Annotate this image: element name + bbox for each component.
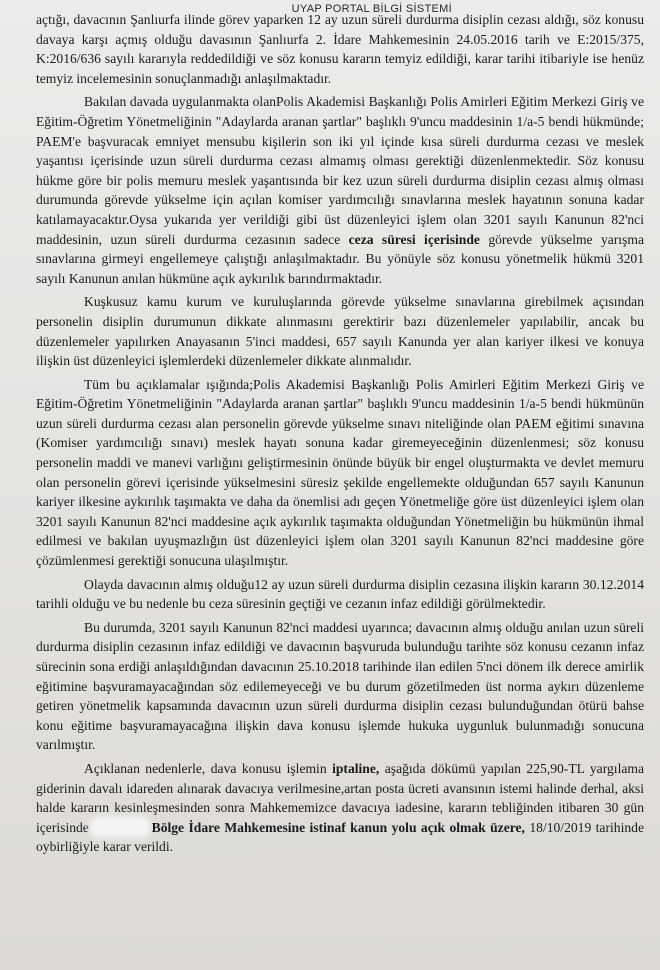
paragraph-2-text: Bakılan davada uygulanmakta olanPolis Akademisi Başkanlığı Polis Amirleri Eğitim Merkezi Giriş ve Eğitim-Öğretim Yönetmeliğinin "Adaylarda aranan şartlar" başlıklı 9'uncu maddesinin 1/a-5 bendi hükmünde; PAEM'e başvuracak emniyet mensubu kişilerin son iki yıl içinde kısa süreli durdurma cezası ve meslek yaşantısı içerisinde uzun süreli durdurma cezası almamış olması gerektiği düzenlenmektedir. Söz konusu hükme göre bir polis memuru meslek yaşantısında bir kez uzun süreli durdurma disiplin cezası almış olması durumunda görevde yükselme için açılan komiser yardımcılığı sınavlarına meslek hayatının sonuna kadar katılamayacaktır.Oysa yukarıda yer verildiği gibi üst düzenleyici işlem olan 3201 sayılı Kanunun 82'nci maddesinin, uzun süreli durdurma cezasının sadece [36, 94, 644, 247]
paragraph-5: Olayda davacının almış olduğu12 ay uzun süreli durdurma disiplin cezasına ilişkin kararın 30.12.2014 tarihli olduğu ve bu nedenle bu ceza süresinin geçtiği ve cezanın infaz edildiği görülmektedir. [36, 576, 644, 612]
document-body [36, 10, 644, 857]
paragraph-7-text: Açıklanan nedenlerle, dava konusu işlemin [84, 760, 327, 776]
paragraph-7 [36, 759, 644, 857]
paragraph-1: açtığı, davacının Şanlıurfa ilinde görev yaparken 12 ay uzun süreli durdurma disiplin cezası aldığı, söz konusu davaya karşı açmış olduğu davasının Şanlıurfa 2. İdare Mahkemesinin 24.05.2016 tarih ve E:2015/375, K:2016/636 sayılı kararıyla reddedildiği ve söz konusu kararın temyiz edildiği, karar tarihi itibariyle ise henüz temyiz incelemesinin sonuçlanmadığı anlaşılmaktadır. [36, 12, 644, 86]
redaction-blur [93, 820, 147, 834]
paragraph-4: Tüm bu açıklamalar ışığında;Polis Akademisi Başkanlığı Polis Amirleri Eğitim Merkezi Giriş ve Eğitim-Öğretim Yönetmeliğinin "Adaylarda aranan şartlar" başlıklı 9'uncu maddesinin 1/a-5 bendi hükmünün uzun süreli durdurma cezası alan personelin görevde yükselme sınavı niteliğinde olan PAEM eğitimi sınavına (Komiser yardımcılığı sınavı) meslek hayatı sonuna kadar giremeyeceğinin düzenlenmesi; söz konusu personelin maddi ve manevi varlığını geliştirmesinin önünde büyük bir engel oluşturmakta ve devlet memuru olan personelin görevi içerisinde yükselmesini süresiz şekilde engellemekte olduğundan 657 sayılı Kanunun kariyer ilkesine aykırılık taşımakta ve daha da önemlisi adı geçen Yönetmeliğe göre üst düzenleyici işlem olan 3201 sayılı Kanunun 82'nci maddesine açık aykırılık taşımakta olduğundan Yönetmeliğin bu hükmünün ihmal edilmesi ve bakılan uyuşmazlığın üst düzenleyici işlem olan 3201 sayılı Kanunun 82'nci maddesine göre çözümlenmesi gerektiği sonucuna ulaşılmıştır. [36, 376, 644, 569]
paragraph-2-text-end: görevde yükselme yarışma sınavlarına girmeyi engellemeye çalıştığı anlaşılmaktadır. Bu yönüyle söz konusu yönetmelik hükmü 3201 sayılı Kanunun anılan hükmüne açık aykırılık barındırmaktadır. [36, 231, 644, 286]
paragraph-6: Bu durumda, 3201 sayılı Kanunun 82'nci maddesi uyarınca; davacının almış olduğu anılan uzun süreli durdurma disiplin cezasının infaz edildiği ve davacının başvuruda bulunduğu tarihte söz konusu cezanın infaz sürecinin sona erdiği anlaşıldığından davacının 25.10.2018 tarihinde ilan edilen 5'nci dönem ilk derece amirlik eğitimine başvuramayacağından söz edilemeyeceği ve bu durum gözetilmeden üst norma aykırı düzenleme getiren yönetmelik kapsamında davacının uzun süreli durdurma disiplin cezası bulunduğundan ötürü bahse konu eğitime başvuramayacağına ilişkin dava konusu işlemde hukuka uygunluk bulunmadığı sonucuna varılmıştır. [36, 619, 644, 753]
emphasis-ceza-suresi: ceza süresi içerisinde [348, 231, 480, 247]
paragraph-2 [36, 92, 644, 288]
portal-header: UYAP PORTAL BİLGİ SİSTEMİ [291, 3, 452, 15]
paragraph-7-text-mid: aşağıda dökümü yapılan 225,90-TL yargılama giderinin davalı idareden alınarak davacıya verilmesine,artan posta ücreti avansının istemi halinde derhal, aksi halde kararın kesinleşmesinden sonra Mahkememizce davacıya iadesine, kararın tebliğinden itibaren 30 gün içerisinde [36, 760, 644, 835]
paragraph-7-text-end: 18/10/2019 tarihinde oybirliğiyle karar verildi. [36, 819, 644, 855]
emphasis-iptaline: iptaline, [332, 760, 380, 776]
emphasis-istinaf: Bölge İdare Mahkemesine istinaf kanun yolu açık olmak üzere, [151, 819, 525, 835]
paragraph-3: Kuşkusuz kamu kurum ve kuruluşlarında görevde yükselme sınavlarına girebilmek açısından personelin disiplin durumunun dikkate alınmasını gerektirir bazı düzenlemeler yapılabilir, ancak bu düzenlemeler yapılırken Anayasanın 5'inci maddesi, 657 sayılı Kanunda yer alan kariyer ilkesi ve konuya ilişkin üst düzenleyici işlemlerdeki düzenlemeler dikkate alınmalıdır. [36, 294, 644, 369]
